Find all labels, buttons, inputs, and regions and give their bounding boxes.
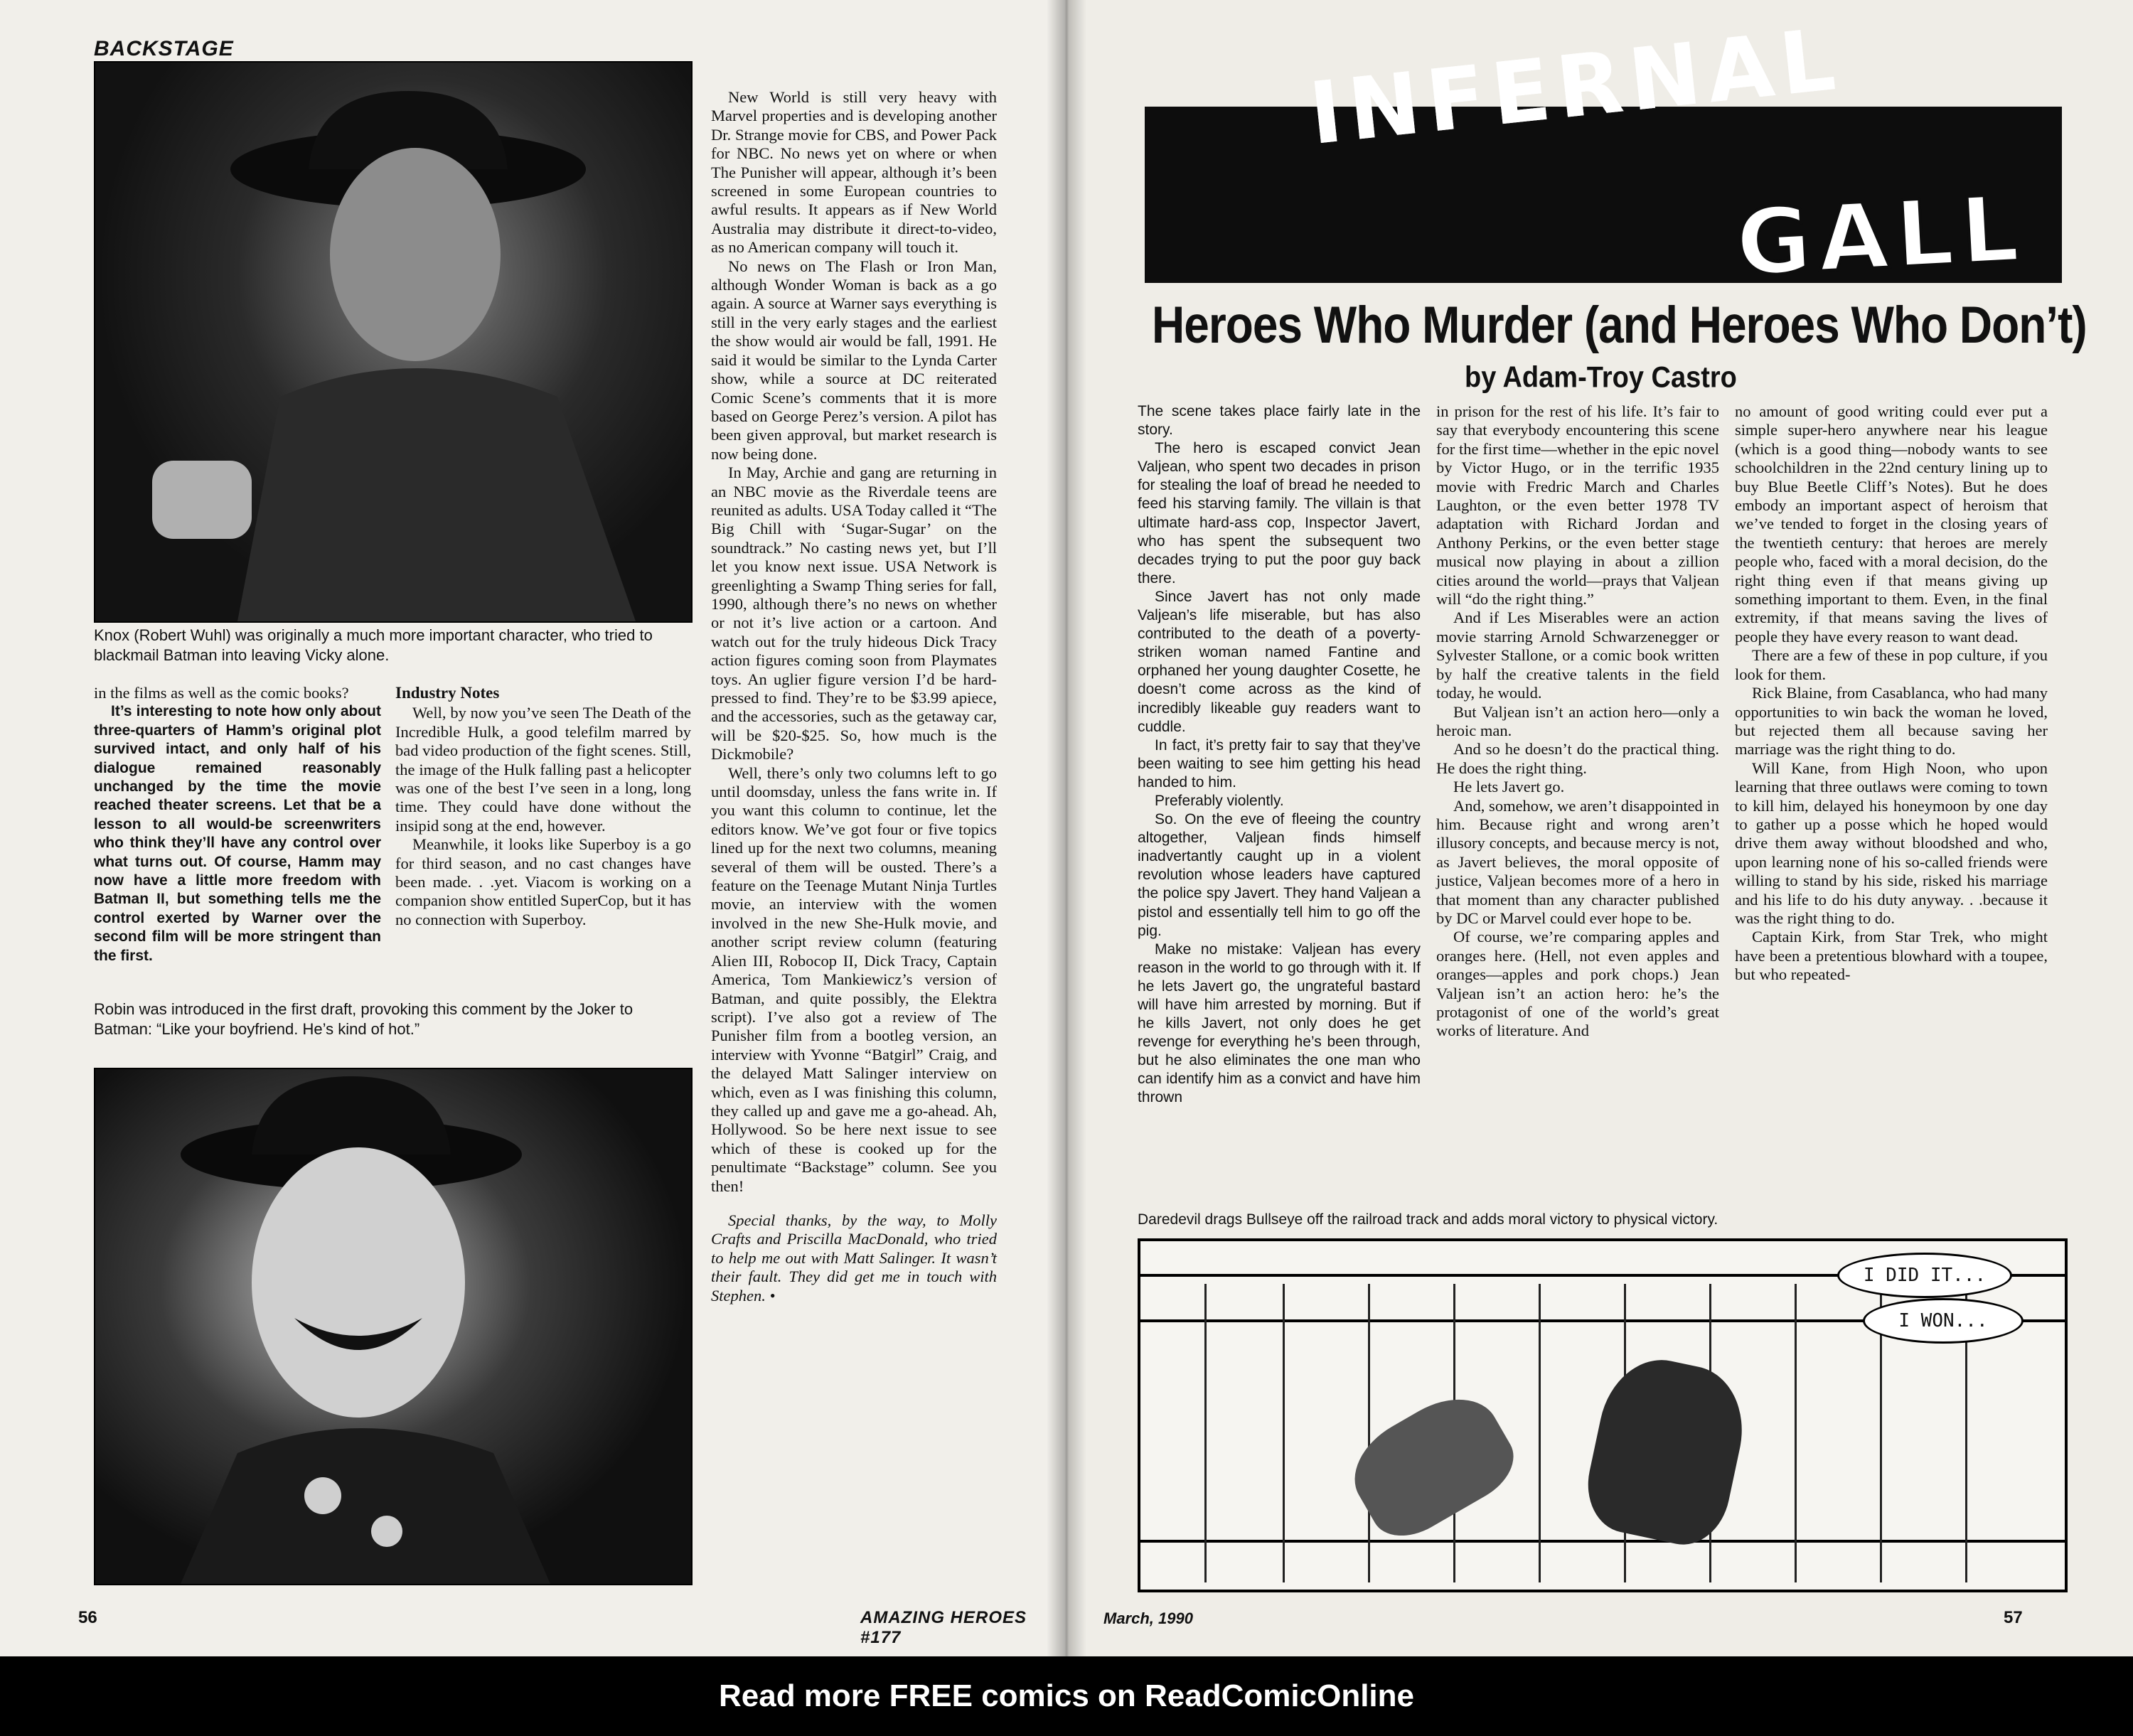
paragraph: Well, there’s only two columns left to go until doomsday, unless the fans write in. If you want this column to continue, let the editors know. We’ve got four or five topics lined up for the next two columns, meaning several of them will be ousted. There’s a feature on the Teenage Mutant Ninja Turtles movie, an interview with the women involved in the new She-Hulk movie, and another script review column (featuring Alien III, Robocop II, Dick Tracy, Captain America, Tom Mankiewicz’s version of Batman, and quite possibly, the Elektra script). I’ve also got a review of The Punisher film from a bootleg version, an interview with Yvonne “Batgirl” Craig, and the delayed Matt Salinger interview on which, even as I was finishing this column, they called up and gave me a go-ahead. Ah, Hollywood. So be here next issue to see which of these is cooked up for the penultimate “Backstage” column. See you then! [711,763,997,1195]
speech-balloon-2: I WON... [1863,1298,2024,1344]
rail-post [1283,1284,1285,1582]
paragraph: So. On the eve of fleeing the country altogether, Valjean finds himself inadvertantly caught up in a violent revolution whose leaders have captured the police spy Javert. They hand Valjean a pistol and essentially tell him to go off the pig. [1138,811,1421,939]
page-number-right: 57 [2004,1608,2023,1627]
paragraph: Captain Kirk, from Star Trek, who might have been a pretentious blowhard with a toupee, but who repeated- [1735,928,2048,984]
joker-figure-illustration [95,1069,691,1584]
paragraph: The scene takes place fairly late in the story. [1138,403,1421,439]
right-page [1066,0,2133,1656]
paragraph: And so he doesn’t do the practical thing. He does the right thing. [1436,740,1719,777]
paragraph: Since Javert has not only made Valjean’s life miserable, but has also contributed to the death of a poverty-striken woman named Fantine and orphaned her young daughter Cosette, he doesn’t come across as the kind of incredibly likeable guy readers want to cuddle. [1138,588,1421,735]
photo-knox [94,61,693,623]
paragraph: In fact, it’s pretty fair to say that they’ve been waiting to see him getting his head handed to him. [1138,736,1421,791]
knox-figure-illustration [95,63,691,621]
spine-gutter [1047,0,1086,1656]
rail-line [1140,1540,2065,1543]
subheading-industry-notes: Industry Notes [395,684,500,702]
section-label: BACKSTAGE [94,37,234,60]
promo-footer-banner[interactable]: Read more FREE comics on ReadComicOnline [0,1656,2133,1736]
rail-post [1204,1284,1207,1582]
right-column-b [1436,402,1719,1041]
paragraph: in prison for the rest of his life. It’s fair to say that everybody encountering this scene for the first time—whether in the epic novel by Victor Hugo, or in the terrific 1935 movie with Fredric March and Charles Laughton, or the even better 1978 TV adaptation with Richard Jordan and Anthony Perkins, or the even better stage musical now playing in about a zillion cities around the world—prays that Valjean will “do the right thing.” [1436,402,1719,609]
paragraph: Meanwhile, it looks like Superboy is a go for third season, and no cast changes have been made. . .yet. Viacom is working on a companion show entitled SuperCop, but it has no connection with Superboy. [395,835,691,928]
article-headline: Heroes Who Murder (and Heroes Who Don’t) [1152,295,2087,354]
left-column-a [94,684,381,965]
speech-balloon-1: I DID IT... [1837,1253,2012,1298]
issue-date: March, 1990 [1103,1609,1193,1627]
paragraph: And if Les Miserables were an action movie starring Arnold Schwarzenegger or Sylvester Stallone, or a comic book written by half the creative talents in the field today, he would. [1436,609,1719,702]
paragraph: And, somehow, we aren’t disappointed in him. Because right and wrong aren’t illusory concepts, and because mercy is not, as Javert believes, the moral opposite of justice, Valjean becomes more of a hero in that moment than any character published by DC or Marvel could ever hope to be. [1436,796,1719,927]
paragraph: The hero is escaped convict Jean Valjean, who spent two decades in prison for stealing the loaf of bread he needed to feed his starving family. The villain is that ultimate hard-ass cop, Inspector Javert, who has spent the subsequent two decades trying to put the poor guy back there. [1138,440,1421,586]
left-column-b [395,684,691,929]
paragraph: Preferably violently. [1155,792,1284,809]
paragraph: Rick Blaine, from Casablanca, who had many opportunities to win back the woman he loved, but rejected them all because saving her marriage was the right thing to do. [1735,684,2048,759]
magazine-issue: AMAZING HEROES #177 [860,1608,1027,1647]
paragraph: In May, Archie and gang are returning in an NBC movie as the Riverdale teens are reunited as adults. USA Today called it “The Big Chill with ‘Sugar-Sugar’ on the soundtrack.” No casting news yet, but I’ll let you know next issue. USA Network is greenlighting a Swamp Thing series for fall, 1990, although there’s no news on whether or not it’s live action or a cartoon. And watch out for the truly hideous Dick Tracy action figures coming soon from Playmates toys. An uglier figure version I’d be hard-pressed to find. They’re to be $3.99 apiece, and the accessories, such as the getaway car, will be $20-$25. So, how much is the Dickmobile? [711,464,997,763]
right-column-c [1735,402,2048,985]
rail-post [1539,1284,1541,1582]
special-thanks-note: Special thanks, by the way, to Molly Crafts and Priscilla MacDonald, who tried to help me out with Matt Salinger. It wasn’t their fault. They did get me in touch with Stephen. • [711,1211,997,1304]
caption-knox: Knox (Robert Wuhl) was originally a much more important character, who tried to blackmail Batman into leaving Vicky alone. [94,626,653,664]
left-page [0,0,1066,1656]
right-column-a [1138,402,1421,1108]
daredevil-figure [1578,1349,1755,1553]
article-byline: by Adam-Troy Castro [1465,361,1737,395]
paragraph: Make no mistake: Valjean has every reason in the world to go through with it. If he lets Javert go, the ungrateful bastard will have him arrested by morning. But if he kills Javert, not only does he get revenge for everything he’s been through, but he also eliminates the one man who can identify him as a convict and have him thrown [1138,941,1421,1106]
paragraph: No news on The Flash or Iron Man, although Wonder Woman is back as a go again. A source at Warner says everything is still in the very early stages and the earliest the show would air would be fall, 1991. He said it would be similar to the Lynda Carter show, while a source at DC reiterated Comic Scene’s comments that it is more based on George Perez’s version. A pilot has been given approval, but market research is now being done. [711,257,997,463]
paragraph: There are a few of these in pop culture, if you look for them. [1735,646,2048,683]
page-number-left: 56 [78,1608,97,1627]
rail-post [1368,1284,1370,1582]
paragraph: no amount of good writing could ever put a simple super-hero anywhere near his league (which is a good thing—nobody wants to see schoolchildren in the 22nd century lining up to buy Blue Beetle Cliff’s Notes). But he does embody an important aspect of heroism that we’ve tended to forget in the closing years of the twentieth century: that heroes are merely people who, faced with a moral decision, do the right thing even if that means giving up something important to them. Even, in the final extremity, if that means saving the lives of people they have every reason to want dead. [1735,402,2048,645]
caption-daredevil: Daredevil drags Bullseye off the railroad track and adds moral victory to physical victory. [1138,1211,1718,1228]
paragraph: Will Kane, from High Noon, who upon learning that three outlaws were coming to town to kill him, delayed his honeymoon by one day to gather up a posse which he hoped would drive them away without bloodshed and who, upon learning none of his so-called friends were willing to stand by his side, risked his marriage and his life to do his duty anyway. . .because it was the right thing to do. [1735,759,2048,927]
photo-joker [94,1068,693,1585]
paragraph: New World is still very heavy with Marvel properties and is developing another Dr. Strange movie for CBS, and Power Pack for NBC. No news yet on where or when The Punisher will appear, although it’s been screened in some European countries to awful results. It appears as if New World Australia may distribute it direct-to-video, as no American company will touch it. [711,88,997,257]
rail-post [1795,1284,1797,1582]
paragraph: But Valjean isn’t an action hero—only a heroic man. [1436,702,1719,739]
paragraph: Well, by now you’ve seen The Death of the Incredible Hulk, a good telefilm marred by bad video production of the fight scenes. Still, the image of the Hulk falling past a helicopter was one of the best I’ve seen in a long, long time. They could have done without the insipid song at the end, however. [395,704,691,835]
paragraph: in the films as well as the comic books? [94,684,349,702]
paragraph: He lets Javert go. [1453,778,1565,796]
caption-robin: Robin was introduced in the first draft, provoking this comment by the Joker to Batman: “Like your boyfriend. He’s kind of hot.” [94,1000,634,1038]
left-column-c [711,88,997,1305]
paragraph: Of course, we’re comparing apples and oranges here. (Hell, not even apples and oranges—apples and pork chops.) Jean Valjean isn’t an action hero: he’s the protagonist of one of the world’s great works of literature. And [1436,928,1719,1040]
bullseye-figure [1337,1380,1527,1550]
comic-panel [1138,1238,2068,1592]
logo-word-gall: GALL [1733,176,2028,297]
logo-word-infernal: INFERNAL [1305,10,1847,164]
paragraph: It’s interesting to note how only about three-quarters of Hamm’s original plot survived intact, and only half of his dialogue remained reasonably unchanged by the time the movie reached theater screens. Let that be a lesson to all would-be screenwriters who think they’ll have any control over what turns out. Of course, Hamm may now have a little more freedom with Batman II, but something tells me the control exerted by Warner over the second film will be more stringent than the first. [94,703,381,964]
